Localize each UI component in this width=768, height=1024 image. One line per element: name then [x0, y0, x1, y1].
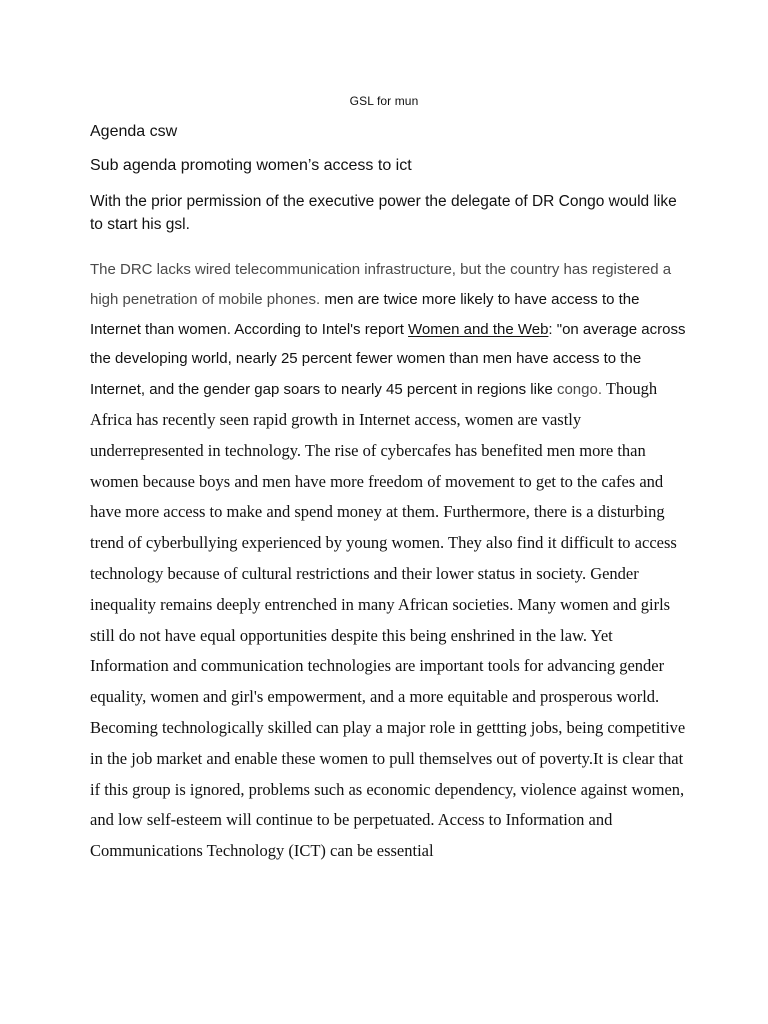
congo-text: congo. — [556, 381, 603, 399]
document-title: GSL for mun — [349, 94, 419, 108]
gender-gap-sentence: men are twice more likely to have access to the Internet than women. According to Intel's report — [90, 290, 640, 338]
agenda-line: Agenda csw — [90, 123, 178, 140]
opening-statement: With the prior permission of the executive power the delegate of DR Congo would like to start his gsl. — [90, 193, 677, 233]
body-paragraph — [90, 255, 690, 867]
main-argument-text: Though Africa has recently seen rapid growth in Internet access, women are vastly underrepresented in technology. The rise of cybercafes has benefited men more than women because boys and men have more freedom of movement to get to the cafes and have more access to make and spend money at them. Furthermore, there is a disturbing trend of cyberbullying experienced by young women. They also find it difficult to access technology because of cultural restrictions and their lower status in society. Gender inequality remains deeply entrenched in many African societies. Many women and girls still do not have equal opportunities despite this being enshrined in the law. Yet Information and communication technologies are important tools for advancing gender equality, women and girl's empowerment, and a more equitable and prosperous world. Becoming technologically skilled can play a major role in gettting jobs, being competitive in the job market and enable these women to pull themselves out of poverty.It is clear that if this group is ignored, problems such as economic dependency, violence against women, and low self-esteem will continue to be perpetuated. Access to Information and Communications Technology (ICT) can be essential — [90, 379, 686, 861]
report-link[interactable]: Women and the Web — [408, 320, 549, 338]
intel-quote: : "on average across the developing world, nearly 25 percent fewer women than men have access to the Internet, and the gender gap soars to nearly 45 percent in regions like — [90, 320, 686, 399]
sub-agenda-line: Sub agenda promoting women’s access to ict — [90, 157, 412, 174]
intro-text: The DRC lacks wired telecommunication infrastructure, but the country has registered a high penetration of mobile phones. — [90, 261, 672, 308]
